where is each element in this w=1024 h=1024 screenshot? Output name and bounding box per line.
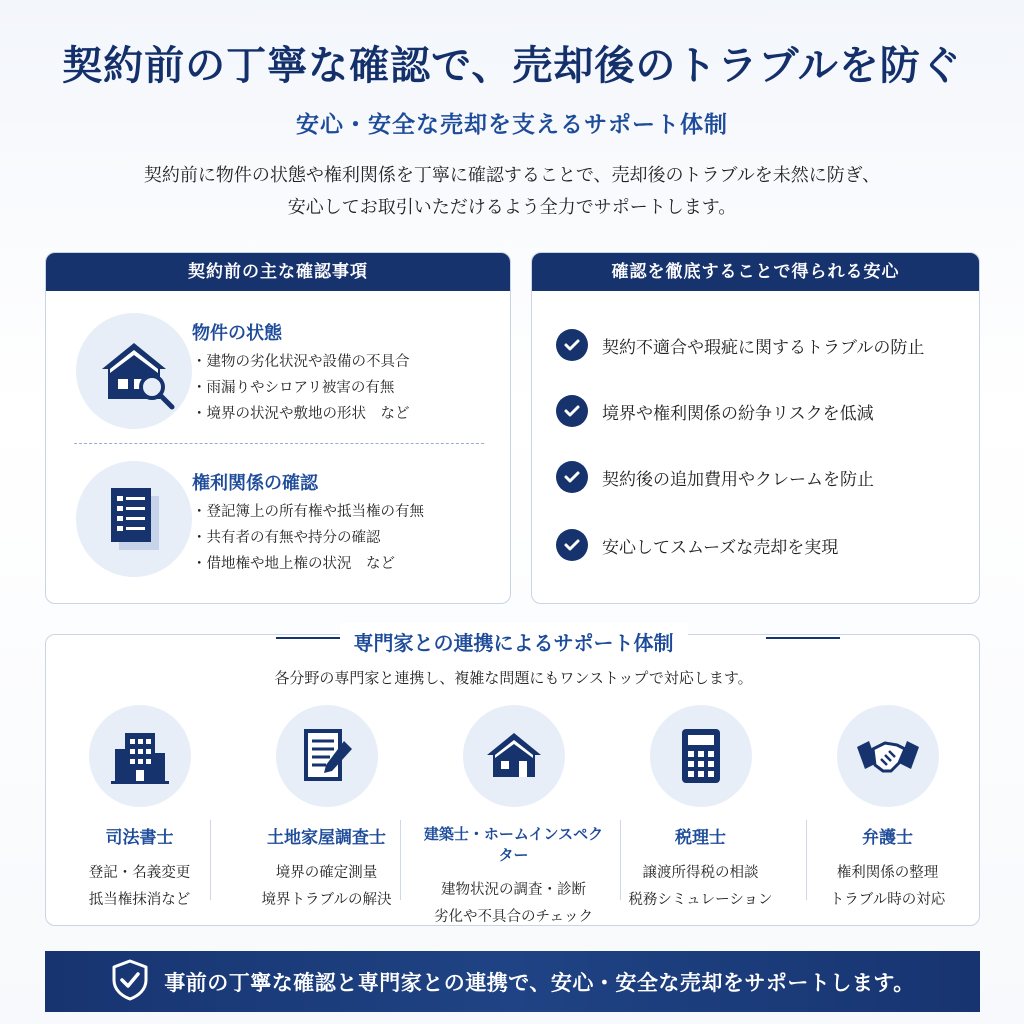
list-item: ・ 登記簿上の所有権や抵当権の有無 (192, 499, 424, 525)
benefit-item (556, 395, 874, 427)
property-condition-list (192, 349, 410, 427)
intro-line-1: 契約前に物件の状態や権利関係を丁寧に確認することで、売却後のトラブルを未然に防ぎ、 (143, 165, 881, 186)
column-divider (806, 820, 807, 900)
expert-architect-inspector (420, 705, 607, 931)
check-icon (556, 529, 588, 561)
house-search-icon (76, 313, 192, 429)
benefits-heading: 確認を徹底することで得られる安心 (532, 253, 979, 291)
banner-text: 事前の丁寧な確認と専門家との連携で、安心・安全な売却をサポートします。 (164, 969, 915, 995)
check-icon (556, 461, 588, 493)
benefit-text: 安心してスムーズな売却を実現 (602, 537, 839, 558)
check-icon (556, 329, 588, 361)
benefit-item (556, 461, 874, 493)
page-title: 契約前の丁寧な確認で、売却後のトラブルを防ぐ (62, 42, 962, 89)
expert-name: 弁護士 (862, 828, 913, 848)
expert-name: 税理士 (675, 828, 726, 848)
document-icon (76, 461, 192, 577)
benefit-text: 境界や権利関係の紛争リスクを低減 (602, 403, 874, 424)
list-item: ・ 借地権や地上権の状況 など (192, 551, 424, 577)
list-item: ・ 雨漏りやシロアリ被害の有無 (192, 375, 410, 401)
expert-judicial-scrivener (46, 705, 233, 914)
rights-check-list (192, 499, 424, 577)
expert-lawyer (794, 705, 981, 914)
list-item: ・ 共有者の有無や持分の確認 (192, 525, 424, 551)
expert-land-surveyor (233, 705, 420, 914)
benefits-panel (531, 252, 980, 604)
expert-detail: 権利関係の整理 (836, 865, 939, 881)
house-icon (463, 705, 565, 807)
experts-heading: 専門家との連携によるサポート体制 (340, 623, 688, 660)
expert-detail: 境界トラブルの解決 (261, 892, 392, 908)
confirmation-items-panel (45, 252, 511, 604)
column-divider (400, 820, 401, 900)
document-pen-icon (276, 705, 378, 807)
expert-name: 建築士・ホームインスペクター (423, 825, 604, 864)
shield-check-icon (110, 958, 150, 1006)
page-subtitle: 安心・安全な売却を支えるサポート体制 (296, 111, 728, 138)
expert-detail: 劣化や不具合のチェック (433, 909, 594, 925)
rights-check-title: 権利関係の確認 (192, 473, 318, 494)
expert-name: 司法書士 (105, 828, 174, 848)
expert-tax-accountant (607, 705, 794, 914)
confirmation-items-heading: 契約前の主な確認事項 (46, 253, 510, 291)
benefit-item (556, 329, 924, 361)
property-condition-title: 物件の状態 (192, 323, 282, 344)
expert-detail: トラブル時の対応 (829, 892, 946, 908)
building-icon (89, 705, 191, 807)
expert-detail: 譲渡所得税の相談 (642, 865, 759, 881)
benefit-text: 契約後の追加費用やクレームを防止 (602, 469, 874, 490)
list-item: ・ 建物の劣化状況や設備の不具合 (192, 349, 410, 375)
expert-name: 土地家屋調査士 (267, 828, 386, 848)
handshake-icon (837, 705, 939, 807)
experts-description: 各分野の専門家と連携し、複雑な問題にもワンストップで対応します。 (274, 669, 753, 687)
experts-panel (45, 631, 980, 926)
bottom-banner (45, 951, 980, 1012)
intro-line-2: 安心してお取引いただけるよう全力でサポートします。 (287, 197, 737, 218)
benefit-text: 契約不適合や瑕疵に関するトラブルの防止 (602, 337, 925, 358)
expert-detail: 税務シミュレーション (628, 892, 773, 908)
expert-detail: 抵当権抹消など (88, 892, 191, 908)
benefit-item (556, 529, 838, 561)
column-divider (620, 820, 621, 900)
list-item: ・ 境界の状況や敷地の形状 など (192, 401, 410, 427)
expert-detail: 建物状況の調査・診断 (441, 882, 586, 898)
column-divider (210, 820, 211, 900)
calculator-icon (650, 705, 752, 807)
expert-detail: 登記・名義変更 (88, 865, 191, 881)
check-icon (556, 395, 588, 427)
intro-text (0, 160, 1024, 224)
expert-detail: 境界の確定測量 (275, 865, 378, 881)
divider (74, 443, 484, 444)
